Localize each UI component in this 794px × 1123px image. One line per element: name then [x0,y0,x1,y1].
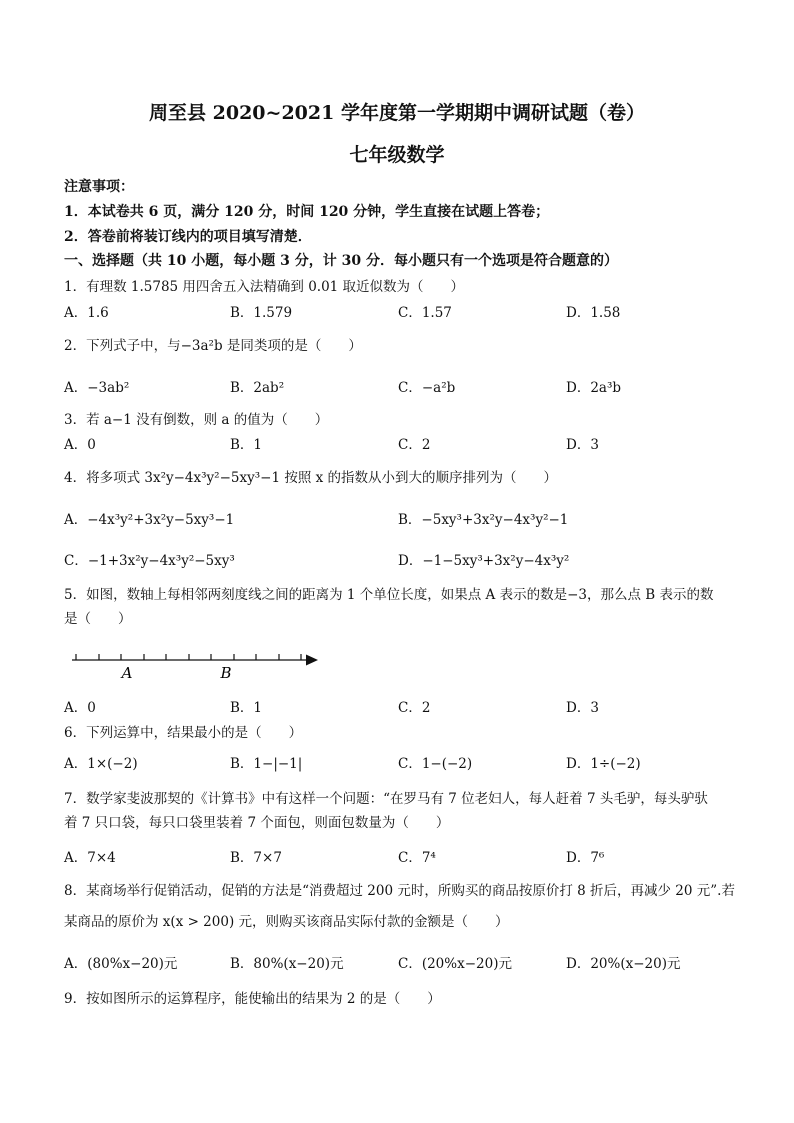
point-b-label: B [220,664,232,682]
question-8-option-b: B．80%(x−20)元 [230,956,344,972]
question-1-option-d: D．1.58 [566,305,621,321]
question-6-option-d: D．1÷(−2) [566,756,641,772]
question-2-option-d: D．2a³b [566,380,622,396]
question-3-option-c: C．2 [398,437,431,453]
notes-line-1: 1．本试卷共 6 页，满分 120 分，时间 120 分钟，学生直接在试题上答卷； [64,204,550,220]
question-1-option-c: C．1.57 [398,305,452,321]
question-5-option-c: C．2 [398,700,431,716]
question-3-stem: 3．若 a−1 没有倒数，则 a 的值为（ ） [64,412,329,428]
number-line-figure [66,645,328,685]
exam-title: 周至县 2020~2021 学年度第一学期期中调研试题（卷） [149,102,645,124]
question-5-option-a: A．0 [64,700,96,716]
number-line-ticks [76,654,301,660]
question-4-option-b: B．−5xy³+3x²y−4x³y²−1 [398,512,569,528]
question-2-option-b: B．2ab² [230,380,285,396]
section-heading: 一、选择题（共 10 小题，每小题 3 分，计 30 分．每小题只有一个选项是符合题意的） [64,253,618,269]
question-8-stem-line-2: 某商品的原价为 x(x > 200) 元，则购买该商品实际付款的金额是（ ） [64,914,509,930]
point-a-label: A [121,664,133,682]
question-1-option-b: B．1.579 [230,305,293,321]
question-8-option-a: A．(80%x−20)元 [64,956,178,972]
question-6-option-a: A．1×(−2) [64,756,138,772]
question-6-option-b: B．1−|−1| [230,756,303,772]
question-4-stem: 4．将多项式 3x²y−4x³y²−5xy³−1 按照 x 的指数从小到大的顺序排列为（ ） [64,470,558,486]
question-7-option-a: A．7×4 [64,850,116,866]
number-line-arrow-icon [306,655,318,666]
question-4-option-d: D．−1−5xy³+3x²y−4x³y² [398,553,570,569]
question-5-stem-line-2: 是（ ） [64,611,132,627]
notes-line-2: 2．答卷前将装订线内的项目填写清楚． [64,229,312,245]
question-7-option-d: D．7⁶ [566,850,605,866]
question-5-option-b: B．1 [230,700,263,716]
question-3-option-b: B．1 [230,437,263,453]
question-1-option-a: A．1.6 [64,305,109,321]
question-7-option-b: B．7×7 [230,850,282,866]
question-8-option-d: D．20%(x−20)元 [566,956,681,972]
question-2-option-c: C．−a²b [398,380,456,396]
question-6-stem: 6．下列运算中，结果最小的是（ ） [64,725,303,741]
question-5-option-d: D．3 [566,700,599,716]
question-7-stem: 7．数学家斐波那契的《计算书》中有这样一个问题：“在罗马有 7 位老妇人，每人赶着 7 头毛驴，每头驴驮 [64,791,708,807]
question-3-option-d: D．3 [566,437,599,453]
question-5-stem: 5．如图，数轴上每相邻两刻度线之间的距离为 1 个单位长度，如果点 A 表示的数是−3，那么点 B 表示的数 [64,587,714,603]
question-8-option-c: C．(20%x−20)元 [398,956,512,972]
question-7-stem-line-2: 着 7 只口袋，每只口袋里装着 7 个面包，则面包数量为（ ） [64,815,450,831]
question-2-stem: 2．下列式子中，与−3a²b 是同类项的是（ ） [64,338,362,354]
notes-heading: 注意事项： [64,179,134,195]
question-3-option-a: A．0 [64,437,96,453]
question-8-stem: 8．某商场举行促销活动，促销的方法是“消费超过 200 元时，所购买的商品按原价打 8 折后，再减少 20 元”.若 [64,883,735,899]
question-4-option-a: A．−4x³y²+3x²y−5xy³−1 [64,512,235,528]
question-2-option-a: A．−3ab² [64,380,130,396]
question-7-option-c: C．7⁴ [398,850,436,866]
question-9-stem: 9．按如图所示的运算程序，能使输出的结果为 2 的是（ ） [64,991,441,1007]
exam-subtitle: 七年级数学 [349,144,445,166]
question-4-option-c: C．−1+3x²y−4x³y²−5xy³ [64,553,235,569]
question-6-option-c: C．1−(−2) [398,756,473,772]
question-1-stem: 1．有理数 1.5785 用四舍五入法精确到 0.01 取近似数为（ ） [64,279,465,295]
